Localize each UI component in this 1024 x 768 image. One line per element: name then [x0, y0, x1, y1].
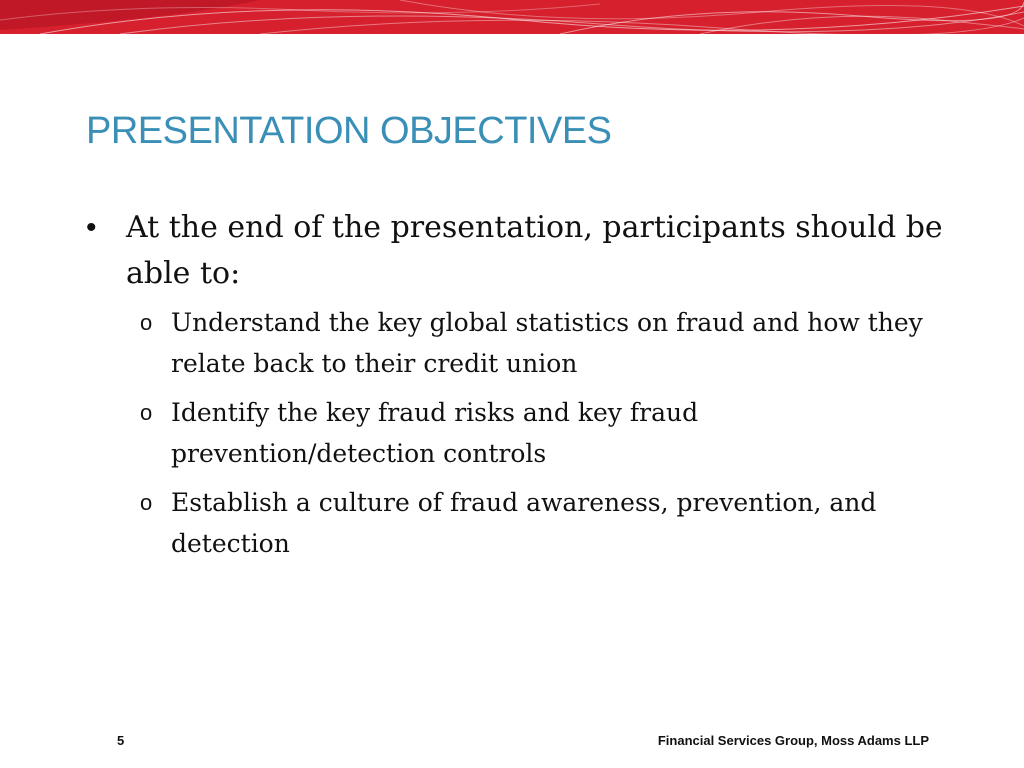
main-bullet	[86, 205, 946, 297]
sub-bullet-marker: o	[140, 490, 153, 515]
main-bullet-text: At the end of the presentation, participants should be able to:	[126, 210, 943, 291]
sub-bullet-text: Understand the key global statistics on fraud and how they relate back to their credit union	[171, 308, 923, 378]
sub-bullet-list	[86, 302, 946, 564]
sub-bullet	[86, 392, 946, 474]
page-number: 5	[117, 733, 125, 748]
slide-body	[86, 205, 946, 572]
bullet-marker: •	[86, 211, 97, 244]
sub-bullet	[86, 482, 946, 564]
decorative-banner	[0, 0, 1024, 34]
sub-bullet-marker: o	[140, 400, 153, 425]
footer-organization: Financial Services Group, Moss Adams LLP	[657, 733, 929, 748]
page-title: PRESENTATION OBJECTIVES	[86, 110, 612, 152]
sub-bullet	[86, 302, 946, 384]
sub-bullet-text: Establish a culture of fraud awareness, prevention, and detection	[171, 488, 877, 558]
sub-bullet-marker: o	[140, 310, 153, 335]
sub-bullet-text: Identify the key fraud risks and key fraud prevention/detection controls	[171, 398, 699, 468]
